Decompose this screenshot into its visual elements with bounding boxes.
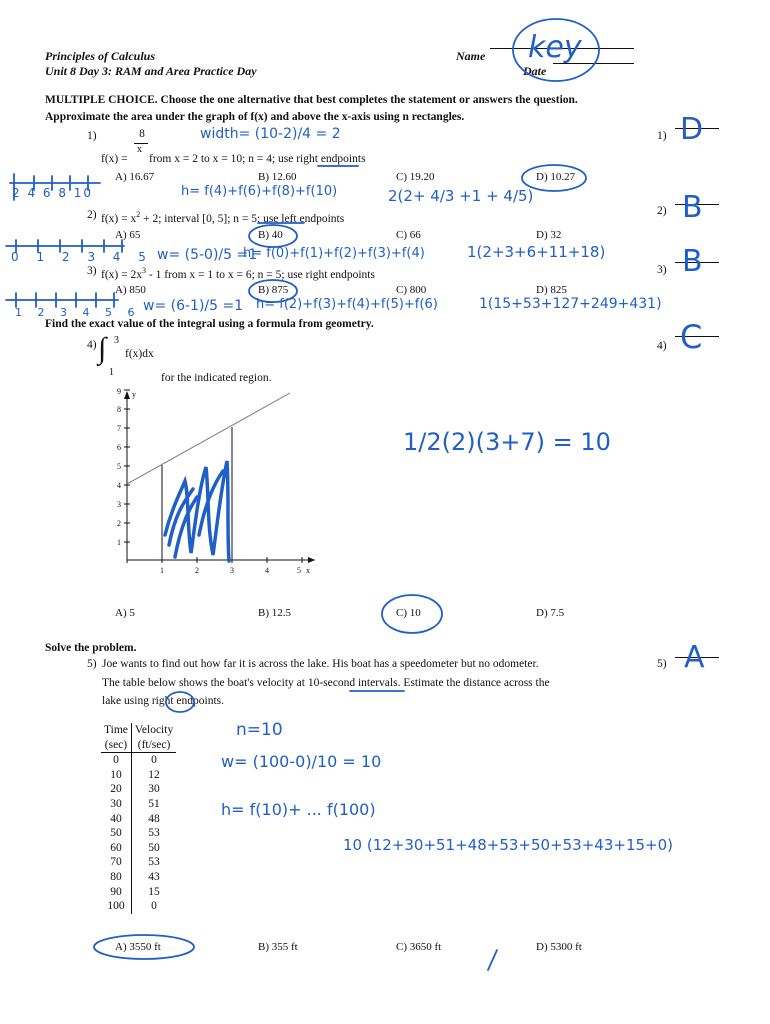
y-tick-5: 5	[117, 462, 121, 471]
q4-work-calc: 1/2(2)(3+7) = 10	[403, 428, 611, 456]
q1-work-calc: 2(2+ 4/3 +1 + 4/5)	[388, 187, 534, 205]
table-header-velocity: Velocity	[134, 724, 174, 736]
q4-answer-label: 4)	[657, 340, 667, 352]
q5-option-b: B) 355 ft	[258, 941, 298, 953]
q4-text: for the indicated region.	[161, 372, 272, 384]
q5-option-c: C) 3650 ft	[396, 941, 442, 953]
table-row: 70 53	[101, 855, 176, 870]
table-row: 30 51	[101, 797, 176, 812]
unit-title: Unit 8 Day 3: RAM and Area Practice Day	[45, 64, 257, 78]
q3-answer-circle	[249, 280, 297, 302]
table-header-time-unit: (sec)	[101, 738, 131, 753]
q3-text: $f(x) = 2x^3 - 1$ from x = 1 to x = 6; n = 5; use right endpoints	[101, 266, 375, 281]
mc-section-title: MULTIPLE CHOICE. Choose the one alternative that best completes the statement or answers the question.	[45, 94, 578, 106]
q4-integrand: f(x)dx	[125, 348, 154, 360]
q4-option-d: D) 7.5	[536, 607, 565, 619]
q5-right-circle	[166, 692, 194, 712]
y-tick-4: 4	[117, 481, 121, 490]
table-row: 90 15	[101, 885, 176, 900]
table-row: 100 0	[101, 899, 176, 914]
q1-option-a: A) 16.67	[115, 171, 155, 183]
q3-option-c: C) 800	[396, 284, 427, 296]
course-title: Principles of Calculus	[45, 49, 156, 63]
q4-option-b: B) 12.5	[258, 607, 291, 619]
q2-number: 2)	[87, 209, 97, 221]
y-tick-8: 8	[117, 405, 121, 414]
q3-answer-handwritten: B	[682, 244, 703, 279]
q1-text: from x = 2 to x = 10; n = 4; use right endpoints	[149, 153, 366, 165]
q2-work-calc: 1(2+3+6+11+18)	[467, 243, 606, 261]
q3-option-a: A) 850	[115, 284, 146, 296]
q1-numberline-labels: 2 4 6 8 10	[12, 186, 94, 200]
q2-answer-handwritten: B	[682, 190, 703, 225]
q4-number: 4)	[87, 339, 97, 351]
date-label: Date	[523, 64, 547, 78]
y-tick-1: 1	[117, 538, 121, 547]
q1-frac-den: x	[137, 144, 142, 155]
q3-option-b: B) 875	[258, 284, 289, 296]
q2-option-d: D) 32	[536, 229, 562, 241]
q4-answer-handwritten: C	[680, 318, 703, 356]
table-row: 0 0	[101, 753, 176, 768]
q2-work-w: w= (5-0)/5 =1	[157, 247, 258, 263]
q1-option-d: D) 10.27	[536, 171, 576, 183]
q5-option-a: A) 3550 ft	[115, 941, 161, 953]
table-row: 40 48	[101, 812, 176, 827]
q2-option-b: B) 40	[258, 229, 283, 241]
table-row: 60 50	[101, 841, 176, 856]
q5-work-h: h= f(10)+ ... f(100)	[221, 800, 376, 819]
stray-mark	[488, 950, 497, 970]
y-tick-6: 6	[117, 443, 121, 452]
q2-answer-label: 2)	[657, 205, 667, 217]
q5-work-n: n=10	[236, 720, 283, 740]
q2-work-h: h= f(0)+f(1)+f(2)+f(3)+f(4)	[243, 246, 425, 261]
q1-work-width: width= (10-2)/4 = 2	[200, 126, 341, 142]
geo-section-title: Find the exact value of the integral using a formula from geometry.	[45, 318, 374, 330]
q4-lower-limit: 1	[109, 367, 114, 378]
x-tick-5: 5	[297, 566, 301, 575]
x-tick-3: 3	[230, 566, 234, 575]
q1-option-c: C) 19.20	[396, 171, 435, 183]
y-tick-7: 7	[117, 424, 121, 433]
table-header-time: Time	[101, 723, 131, 738]
q4-option-a: A) 5	[115, 607, 135, 619]
integral-sign: ∫	[98, 332, 107, 365]
q2-option-a: A) 65	[115, 229, 141, 241]
q5-number: 5)	[87, 658, 97, 670]
q1-number: 1)	[87, 130, 97, 142]
table-row: 20 30	[101, 782, 176, 797]
q2-numberline-labels: 0 1 2 3 4 5	[11, 250, 153, 264]
table-header-velocity-unit: (ft/sec)	[131, 738, 176, 753]
q1-text-pre: f(x) =	[101, 153, 128, 165]
q5-option-d: D) 5300 ft	[536, 941, 582, 953]
x-tick-4: 4	[265, 566, 269, 575]
q1-answer-handwritten: D	[680, 112, 704, 147]
table-row: 80 43	[101, 870, 176, 885]
q3-option-d: D) 825	[536, 284, 567, 296]
q1-option-b: B) 12.60	[258, 171, 297, 183]
q2-answer-circle	[249, 225, 297, 247]
y-tick-3: 3	[117, 500, 121, 509]
x-tick-2: 2	[195, 566, 199, 575]
q1-work-h: h= f(4)+f(6)+f(8)+f(10)	[181, 184, 338, 199]
q2-option-c: C) 66	[396, 229, 421, 241]
q2-text: $f(x) = x^2 + 2$; interval [0, 5]; n = 5; use left endpoints	[101, 210, 345, 225]
table-row: 10 12	[101, 768, 176, 783]
q3-work-calc: 1(15+53+127+249+431)	[479, 296, 662, 312]
q5-work-calc: 10 (12+30+51+48+53+50+53+43+15+0)	[343, 836, 673, 854]
q5-line-3: lake using right endpoints.	[102, 695, 225, 707]
q4-answer-circle	[382, 595, 442, 633]
name-circle	[513, 19, 599, 81]
q3-numberline-labels: 1 2 3 4 5 6	[15, 306, 141, 319]
q5-answer-handwritten: A	[684, 640, 705, 675]
table-row: 50 53	[101, 826, 176, 841]
q5-answer-label: 5)	[657, 658, 667, 670]
q3-work-w: w= (6-1)/5 =1	[143, 298, 244, 314]
name-label: Name	[456, 49, 486, 63]
q5-line-1: Joe wants to find out how far it is across the lake. His boat has a speedometer but no odometer.	[102, 658, 539, 670]
q5-work-w: w= (100-0)/10 = 10	[221, 752, 382, 771]
mc-instruction: Approximate the area under the graph of f(x) and above the x-axis using n rectangles.	[45, 111, 465, 123]
q3-number: 3)	[87, 265, 97, 277]
q4-option-c: C) 10	[396, 607, 421, 619]
q3-answer-label: 3)	[657, 264, 667, 276]
q5-answer-circle	[94, 935, 194, 959]
y-tick-9: 9	[117, 387, 121, 396]
x-tick-1: 1	[160, 566, 164, 575]
q5-line-2: The table below shows the boat's velocity at 10-second intervals. Estimate the distance across the	[102, 677, 550, 689]
name-key-handwritten: key	[528, 30, 582, 65]
x-axis-label: x	[306, 566, 310, 575]
q1-answer-label: 1)	[657, 130, 667, 142]
q1-frac-num: 8	[139, 128, 145, 140]
y-axis-label: y	[132, 390, 136, 399]
q4-upper-limit: 3	[114, 335, 119, 346]
solve-section-title: Solve the problem.	[45, 642, 137, 654]
q1-answer-circle	[522, 165, 586, 191]
y-tick-2: 2	[117, 519, 121, 528]
q3-work-h: h= f(2)+f(3)+f(4)+f(5)+f(6)	[256, 297, 438, 312]
